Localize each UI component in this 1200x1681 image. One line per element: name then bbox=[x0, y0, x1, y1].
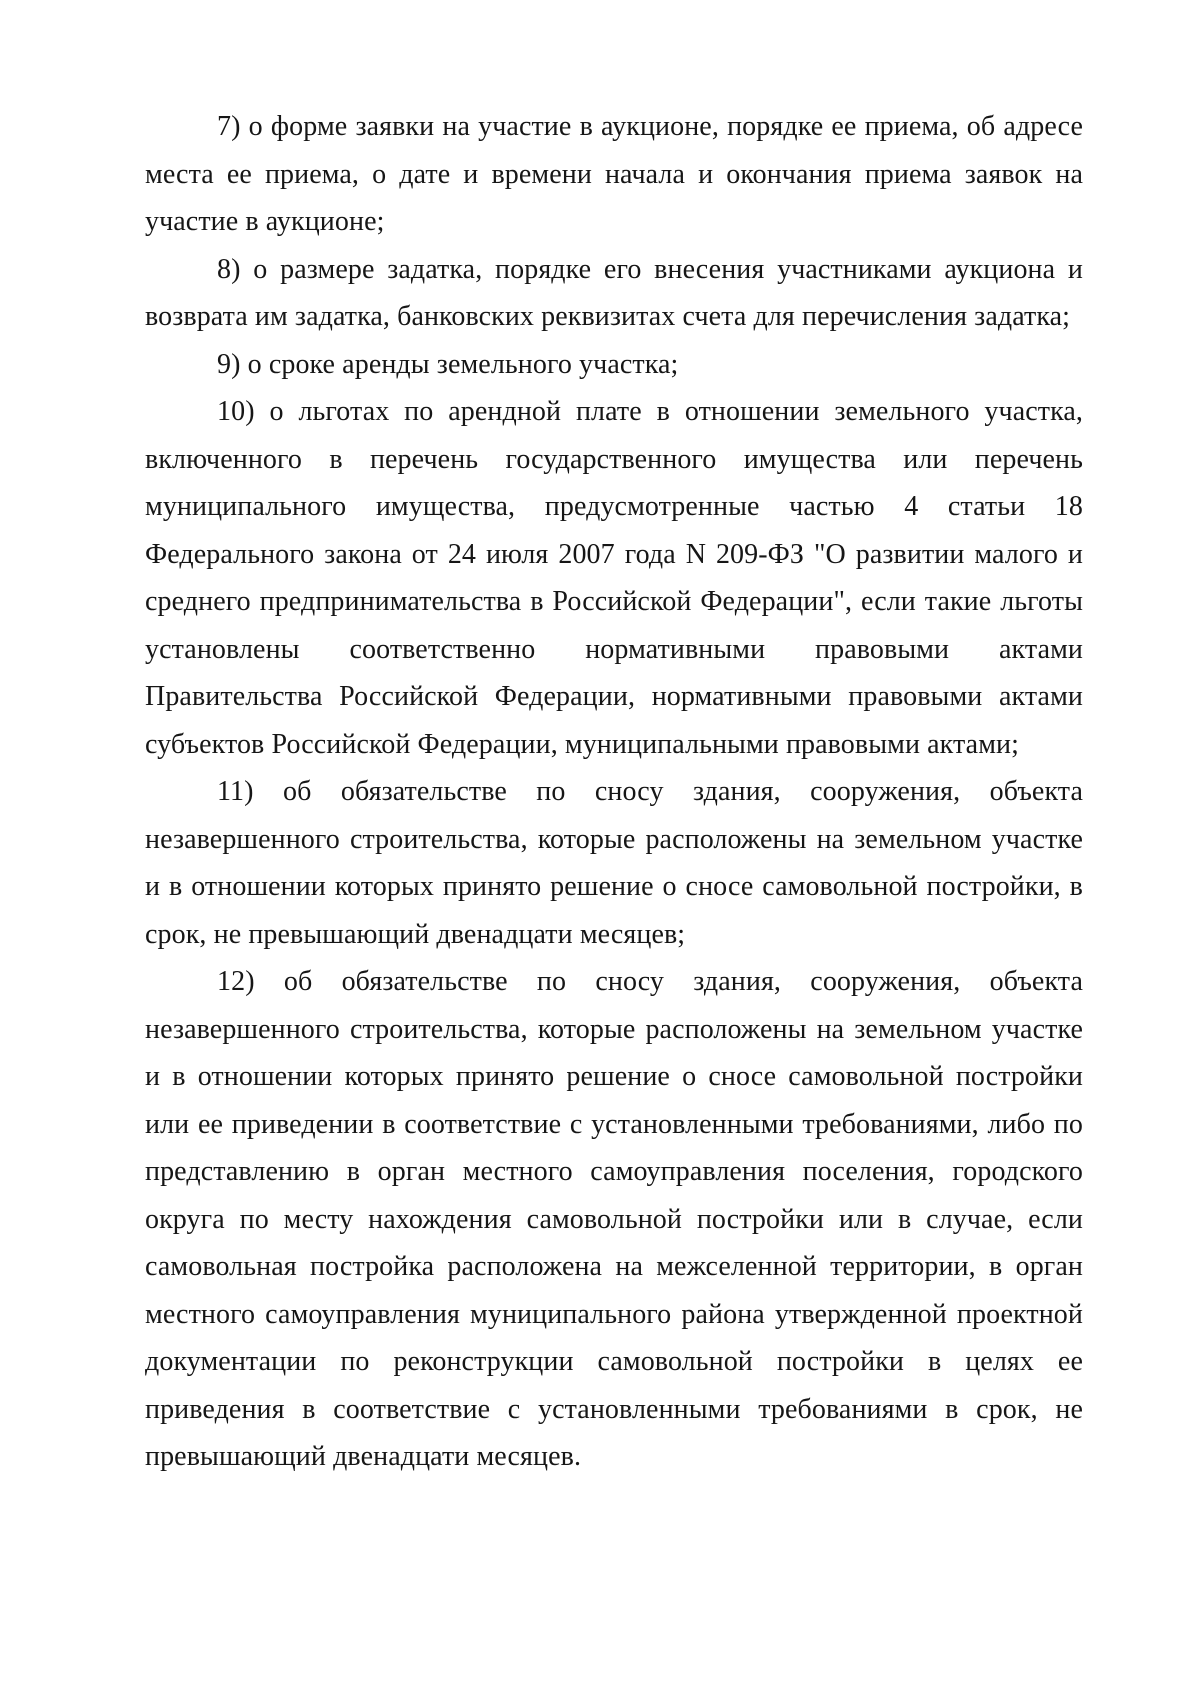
paragraph-item-12: 12) об обязательстве по сносу здания, сооружения, объекта незавершенного строительства, которые расположены на земельном участке и в отношении которых принято решение о сносе самовольной постройки или ее приведении в соответствие с установленными требованиями, либо по представлению в орган местного самоуправления поселения, городского округа по месту нахождения самовольной постройки или в случае, если самовольная постройка расположена на межселенной территории, в орган местного самоуправления муниципального района утвержденной проектной документации по реконструкции самовольной постройки в целях ее приведения в соответствие с установленными требованиями в срок, не превышающий двенадцати месяцев. bbox=[145, 966, 1083, 1472]
paragraph-item-10: 10) о льготах по арендной плате в отношении земельного участка, включенного в перечень государственного имущества или перечень муниципального имущества, предусмотренные частью 4 статьи 18 Федерального закона от 24 июля 2007 года N 209-ФЗ "О развитии малого и среднего предпринимательства в Российской Федерации", если такие льготы установлены соответственно нормативными правовыми актами Правительства Российской Федерации, нормативными правовыми актами субъектов Российской Федерации, муниципальными правовыми актами; bbox=[145, 396, 1083, 760]
paragraph-item-8: 8) о размере задатка, порядке его внесения участниками аукциона и возврата им задатка, банковских реквизитах счета для перечисления задатка; bbox=[145, 253, 1083, 332]
paragraph-item-7: 7) о форме заявки на участие в аукционе, порядке ее приема, об адресе места ее приема, о дате и времени начала и окончания приема заявок на участие в аукционе; bbox=[145, 111, 1083, 237]
document-body bbox=[145, 103, 1083, 1481]
paragraph-item-9: 9) о сроке аренды земельного участка; bbox=[217, 348, 679, 380]
paragraph-item-11: 11) об обязательстве по сносу здания, сооружения, объекта незавершенного строительства, которые расположены на земельном участке и в отношении которых принято решение о сносе самовольной постройки, в срок, не превышающий двенадцати месяцев; bbox=[145, 776, 1083, 950]
